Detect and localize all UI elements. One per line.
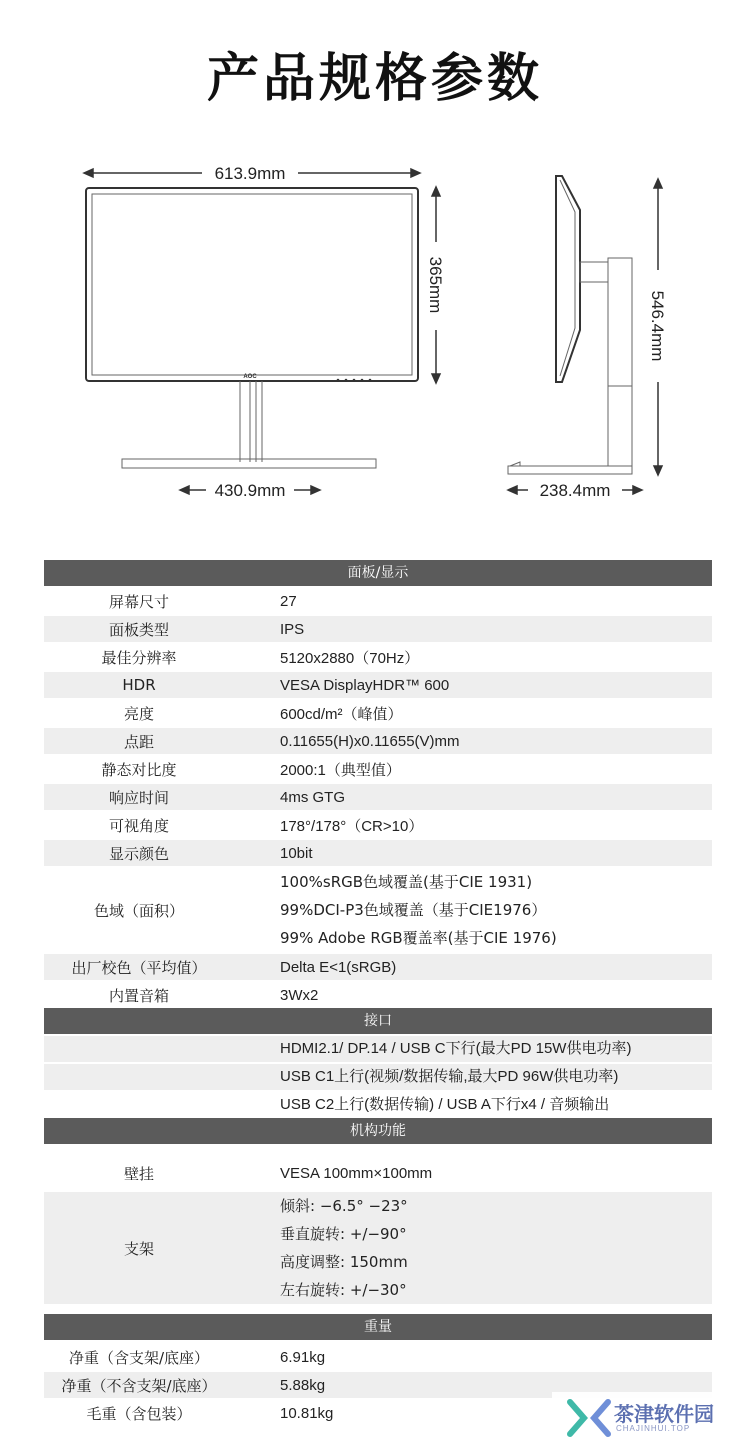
section-header-panel: 面板/显示 xyxy=(44,560,712,586)
spec-value: 10.81kg xyxy=(280,1404,334,1422)
spec-label: 静态对比度 xyxy=(101,760,177,779)
watermark-text: 茶津软件园 xyxy=(614,1402,714,1426)
spec-row-viewing-angle xyxy=(44,812,712,838)
page-title: 产品规格参数 xyxy=(206,49,543,109)
spec-value: 4ms GTG xyxy=(280,788,346,806)
front-height-label: 365mm xyxy=(426,256,445,314)
spec-label: 可视角度 xyxy=(108,816,169,835)
spec-label: 毛重（含包装） xyxy=(86,1404,192,1423)
port-line: HDMI2.1/ DP.14 / USB C下行(最大PD 15W供电功率) xyxy=(44,1036,712,1062)
spec-value: VESA 100mm×100mm xyxy=(280,1164,433,1182)
spec-value: 倾斜: −6.5° −23° xyxy=(280,1197,408,1215)
spec-value: 6.91kg xyxy=(280,1348,326,1366)
spec-value: 3Wx2 xyxy=(280,986,319,1004)
spec-row-resolution xyxy=(44,644,712,670)
spec-value: 100%sRGB色域覆盖(基于CIE 1931) xyxy=(280,873,533,891)
spec-label: 支架 xyxy=(123,1239,154,1258)
spec-label: 内置音箱 xyxy=(108,986,169,1005)
front-width-label: 613.9mm xyxy=(214,164,286,183)
spec-value: 10bit xyxy=(280,844,313,862)
spec-value: IPS xyxy=(280,620,305,638)
spec-label: 色域（面积） xyxy=(93,901,184,920)
watermark-logo-icon xyxy=(564,1396,614,1440)
port-line: USB C2上行(数据传输) / USB A下行x4 / 音频输出 xyxy=(280,1096,610,1113)
spec-label: 净重（含支架/底座） xyxy=(68,1348,210,1367)
ports-section xyxy=(44,1008,712,1118)
spec-row-color-depth xyxy=(44,840,712,866)
spec-value: 左右旋转: +/−30° xyxy=(280,1281,407,1299)
spec-label: 最佳分辨率 xyxy=(101,648,177,667)
spec-row-response-time xyxy=(44,784,712,810)
spec-row-calibration xyxy=(44,954,712,980)
spec-label: HDR xyxy=(122,676,156,694)
section-header-weight: 重量 xyxy=(44,1314,712,1340)
spec-value: 600cd/m²（峰值） xyxy=(280,705,403,723)
spec-row-panel-type xyxy=(44,616,712,642)
spec-row-speakers xyxy=(44,982,712,1008)
spec-label: 亮度 xyxy=(123,704,154,723)
spec-label: 显示颜色 xyxy=(108,844,169,863)
spec-value: 5120x2880（70Hz） xyxy=(280,649,420,667)
spec-row-net-weight-with-stand xyxy=(44,1344,712,1370)
spec-row-hdr xyxy=(44,672,712,698)
spec-row-color-gamut xyxy=(44,868,712,952)
monitor-logo: AOC xyxy=(243,374,257,380)
spec-label: 壁挂 xyxy=(123,1164,154,1183)
spec-row-stand xyxy=(44,1192,712,1304)
section-header-ports: 接口 xyxy=(44,1008,712,1034)
port-line: USB C1上行(视频/数据传输,最大PD 96W供电功率) xyxy=(44,1064,712,1090)
spec-value: VESA DisplayHDR™ 600 xyxy=(280,676,450,694)
spec-label: 面板类型 xyxy=(108,620,169,639)
spec-row-contrast xyxy=(44,756,712,782)
spec-label: 响应时间 xyxy=(108,788,169,807)
spec-value: 27 xyxy=(280,592,297,610)
spec-value: 5.88kg xyxy=(280,1376,326,1394)
spec-label: 出厂校色（平均值） xyxy=(71,958,207,977)
watermark-subtext: CHAJINHUI.TOP xyxy=(616,1424,691,1433)
spec-value: 99%DCI-P3色域覆盖（基于CIE1976） xyxy=(280,901,547,919)
spec-label: 点距 xyxy=(123,732,154,751)
side-depth-label: 238.4mm xyxy=(539,481,611,500)
spec-value: 高度调整: 150mm xyxy=(280,1253,408,1271)
spec-value: 2000:1（典型值） xyxy=(280,761,401,779)
spec-row-pixel-pitch xyxy=(44,728,712,754)
spec-row-wall-mount xyxy=(44,1160,712,1186)
base-width-label: 430.9mm xyxy=(214,481,286,500)
spec-label: 屏幕尺寸 xyxy=(108,592,169,611)
side-height-label: 546.4mm xyxy=(648,290,667,362)
section-header-mechanical: 机构功能 xyxy=(44,1118,712,1144)
spec-value: 178°/178°（CR>10） xyxy=(280,817,424,835)
spec-value: 垂直旋转: +/−90° xyxy=(280,1225,407,1243)
panel-display-section xyxy=(44,560,712,1008)
monitor-dimension-diagram xyxy=(0,150,750,510)
spec-value: 99% Adobe RGB覆盖率(基于CIE 1976) xyxy=(280,929,557,947)
spec-row-screen-size xyxy=(44,588,712,614)
spec-value: Delta E<1(sRGB) xyxy=(280,958,397,976)
spec-row-brightness xyxy=(44,700,712,726)
mechanical-section xyxy=(44,1118,712,1304)
spec-value: 0.11655(H)x0.11655(V)mm xyxy=(280,732,460,750)
watermark xyxy=(552,1392,750,1442)
spec-label: 净重（不含支架/底座） xyxy=(61,1376,217,1395)
